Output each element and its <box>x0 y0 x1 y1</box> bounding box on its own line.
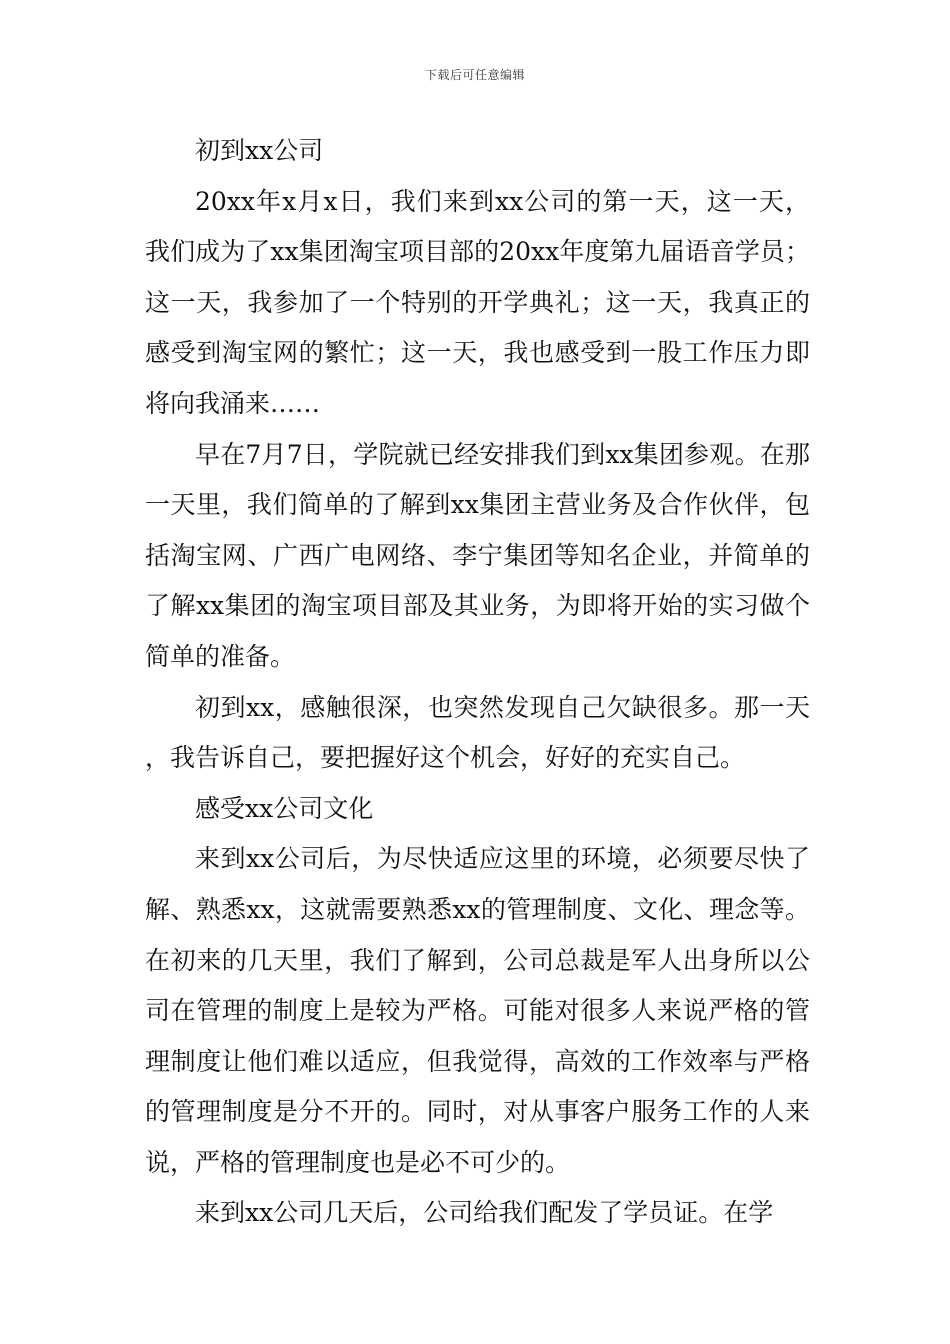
paragraph: 来到xx公司后，为尽快适应这里的环境，必须要尽快了解、熟悉xx，这就需要熟悉xx的管理制度、文化、理念等。在初来的几天里，我们了解到，公司总裁是军人出身所以公司在管理的制度上是较为严格。可能对很多人来说严格的管理制度让他们难以适应，但我觉得，高效的工作效率与严格的管理制度是分不开的。同时，对从事客户服务工作的人来说，严格的管理制度也是必不可少的。 <box>145 844 810 1177</box>
paragraph: 初到xx，感触很深，也突然发现自己欠缺很多。那一天，我告诉自己，要把握好这个机会，好好的充实自己。 <box>145 692 810 773</box>
paragraph: 早在7月7日，学院就已经安排我们到xx集团参观。在那一天里，我们简单的了解到xx集团主营业务及合作伙伴，包括淘宝网、广西广电网络、李宁集团等知名企业，并简单的了解xx集团的淘宝项目部及其业务，为即将开始的实习做个简单的准备。 <box>145 439 810 671</box>
paragraph: 20xx年x月x日，我们来到xx公司的第一天，这一天，我们成为了xx集团淘宝项目部的20xx年度第九届语音学员；这一天，我参加了一个特别的开学典礼；这一天，我真正的感受到淘宝网的繁忙；这一天，我也感受到一股工作压力即将向我涌来…… <box>145 186 810 418</box>
page-header: 下载后可任意编辑 <box>424 68 525 82</box>
section-heading-company-culture: 感受xx公司文化 <box>195 793 374 823</box>
paragraph: 来到xx公司几天后，公司给我们配发了学员证。在学 <box>195 1198 774 1228</box>
section-heading-first-day: 初到xx公司 <box>195 136 324 165</box>
document-body <box>145 126 810 1239</box>
